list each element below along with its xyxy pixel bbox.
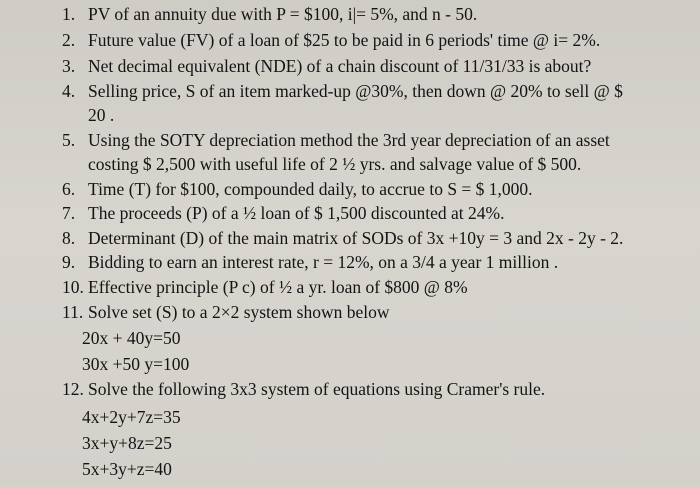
- equation-line: 20x + 40y=50: [82, 328, 181, 348]
- question-11: [62, 301, 390, 323]
- question-text: Time (T) for $100, compounded daily, to accrue to S = $ 1,000.: [88, 179, 533, 199]
- equation-line: 5x+3y+z=40: [82, 459, 172, 479]
- equation-line: 3x+y+8z=25: [82, 433, 172, 453]
- question-6: [62, 178, 533, 200]
- question-2: [62, 29, 600, 51]
- question-number: 8.: [62, 228, 76, 248]
- question-4-continuation: 20 .: [88, 105, 115, 125]
- question-1: [62, 3, 477, 25]
- question-text: Solve the following 3x3 system of equations using Cramer's rule.: [88, 379, 546, 399]
- question-5: [62, 129, 610, 151]
- question-text: Net decimal equivalent (NDE) of a chain discount of 11/31/33 is about?: [88, 56, 592, 76]
- question-text: Future value (FV) of a loan of $25 to be paid in 6 periods' time @ i= 2%.: [88, 30, 601, 50]
- equation-line: 30x +50 y=100: [82, 354, 190, 374]
- question-3: [62, 55, 591, 77]
- question-number: 9.: [62, 252, 76, 272]
- question-5-continuation: costing $ 2,500 with useful life of 2 ½ yrs. and salvage value of $ 500.: [88, 154, 582, 174]
- question-text: Effective principle (P c) of ½ a yr. loan of $800 @ 8%: [88, 277, 468, 297]
- question-text: Selling price, S of an item marked-up @30%, then down @ 20% to sell @ $: [88, 81, 623, 101]
- question-number: 3.: [62, 56, 76, 76]
- question-number: 12.: [62, 379, 84, 399]
- question-9: [62, 251, 558, 273]
- question-7: [62, 202, 505, 224]
- question-number: 6.: [62, 179, 76, 199]
- question-12: [62, 378, 545, 400]
- question-text: Solve set (S) to a 2×2 system shown below: [88, 302, 390, 322]
- question-number: 2.: [62, 30, 76, 50]
- question-8: [62, 227, 623, 249]
- question-text: PV of an annuity due with P = $100, i|= 5%, and n - 50.: [88, 4, 478, 24]
- question-text: Bidding to earn an interest rate, r = 12%, on a 3/4 a year 1 million .: [88, 252, 559, 272]
- equation-line: 4x+2y+7z=35: [82, 407, 181, 427]
- question-number: 10.: [62, 277, 84, 297]
- question-text: Using the SOTY depreciation method the 3rd year depreciation of an asset: [88, 130, 610, 150]
- question-text: Determinant (D) of the main matrix of SODs of 3x +10y = 3 and 2x - 2y - 2.: [88, 228, 624, 248]
- question-number: 1.: [62, 4, 76, 24]
- question-number: 7.: [62, 203, 76, 223]
- question-number: 4.: [62, 81, 76, 101]
- question-10: [62, 276, 468, 298]
- question-4: [62, 80, 623, 102]
- question-text: The proceeds (P) of a ½ loan of $ 1,500 discounted at 24%.: [88, 203, 505, 223]
- question-number: 5.: [62, 130, 76, 150]
- question-number: 11.: [62, 302, 84, 322]
